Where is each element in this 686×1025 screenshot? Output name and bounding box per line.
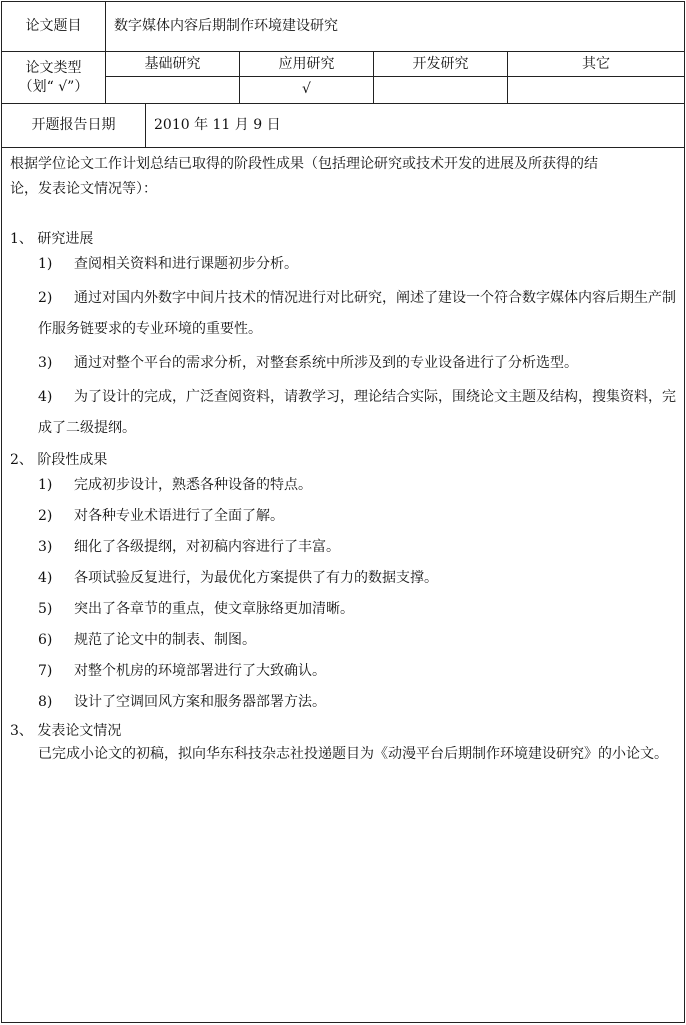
item-text: 为了设计的完成，广泛查阅资料，请教学习，理论结合实际，围绕论文主题及结构，搜集资料，完成了二级提纲。 <box>38 389 676 436</box>
list-item <box>10 535 676 560</box>
section-title-publications: 3、 发表论文情况 <box>10 723 122 739</box>
list-item <box>10 382 676 444</box>
item-text: 通过对国内外数字中间片技术的情况进行对比研究，阐述了建设一个符合数字媒体内容后期生产制作服务链要求的专业环境的重要性。 <box>38 290 676 337</box>
intro-line-1: 根据学位论文工作计划总结已取得的阶段性成果（包括理论研究或技术开发的进展及所获得的结 <box>10 156 598 172</box>
publications-paragraph: 已完成小论文的初稿，拟向华东科技杂志社投递题目为《动漫平台后期制作环境建设研究》的小论文。 <box>38 746 668 762</box>
type-label-line1: 论文类型 <box>25 59 82 76</box>
list-item <box>10 473 676 498</box>
date-value: 2010 年 11 月 9 日 <box>154 117 281 134</box>
title-value: 数字媒体内容后期制作环境建设研究 <box>114 18 338 35</box>
item-text: 完成初步设计，熟悉各种设备的特点。 <box>74 477 312 493</box>
mark-basic-research[interactable] <box>106 76 240 103</box>
item-text: 突出了各章节的重点，使文章脉络更加清晰。 <box>74 601 354 617</box>
list-item <box>10 690 676 715</box>
report-form <box>1 1 685 1023</box>
date-row <box>2 104 684 148</box>
title-label: 论文题目 <box>2 2 106 51</box>
intro-line-2: 论，发表论文情况等）： <box>10 181 157 197</box>
type-row <box>2 52 684 104</box>
item-text: 各项试验反复进行，为最优化方案提供了有力的数据支撑。 <box>74 570 438 586</box>
item-text: 查阅相关资料和进行课题初步分析。 <box>74 256 298 272</box>
option-basic-research: 基础研究 <box>106 52 240 76</box>
item-text: 细化了各级提纲，对初稿内容进行了丰富。 <box>74 539 340 555</box>
item-text: 对整个机房的环境部署进行了大致确认。 <box>74 663 326 679</box>
option-other: 其它 <box>582 55 610 72</box>
list-item <box>10 597 676 622</box>
mark-other[interactable] <box>508 76 684 103</box>
type-marks <box>2 76 684 103</box>
item-number: 1) <box>38 256 53 272</box>
mark-applied-research[interactable]: √ <box>240 76 374 103</box>
item-number: 3) <box>38 539 53 555</box>
title-row <box>2 2 684 52</box>
list-item <box>10 351 676 376</box>
item-text: 通过对整个平台的需求分析，对整套系统中所涉及到的专业设备进行了分析选型。 <box>74 355 578 371</box>
item-text: 对各种专业术语进行了全面了解。 <box>74 508 284 524</box>
item-text: 规范了论文中的制表、制图。 <box>74 632 256 648</box>
list-item <box>10 283 676 345</box>
item-number: 5) <box>38 601 53 617</box>
type-label-line2: （划“ √”） <box>18 78 89 95</box>
list-item <box>10 566 676 591</box>
item-number: 4) <box>38 389 53 405</box>
list-item <box>10 504 676 529</box>
type-options <box>2 52 684 76</box>
item-number: 2) <box>38 508 53 524</box>
item-text: 设计了空调回风方案和服务器部署方法。 <box>74 694 326 710</box>
option-development-research: 开发研究 <box>374 52 508 76</box>
item-number: 8) <box>38 694 53 710</box>
list-item <box>10 628 676 653</box>
mark-development-research[interactable] <box>374 76 508 103</box>
item-number: 4) <box>38 570 53 586</box>
item-number: 2) <box>38 290 53 306</box>
item-number: 6) <box>38 632 53 648</box>
section-title-stage-results: 2、 阶段性成果 <box>10 452 108 468</box>
option-applied-research: 应用研究 <box>240 52 374 76</box>
list-item <box>10 252 676 277</box>
section-title-research-progress: 1、 研究进展 <box>10 231 94 247</box>
date-label: 开题报告日期 <box>2 104 146 147</box>
progress-content <box>2 148 684 1022</box>
item-number: 1) <box>38 477 53 493</box>
list-item <box>10 659 676 684</box>
item-number: 3) <box>38 355 53 371</box>
item-number: 7) <box>38 663 53 679</box>
